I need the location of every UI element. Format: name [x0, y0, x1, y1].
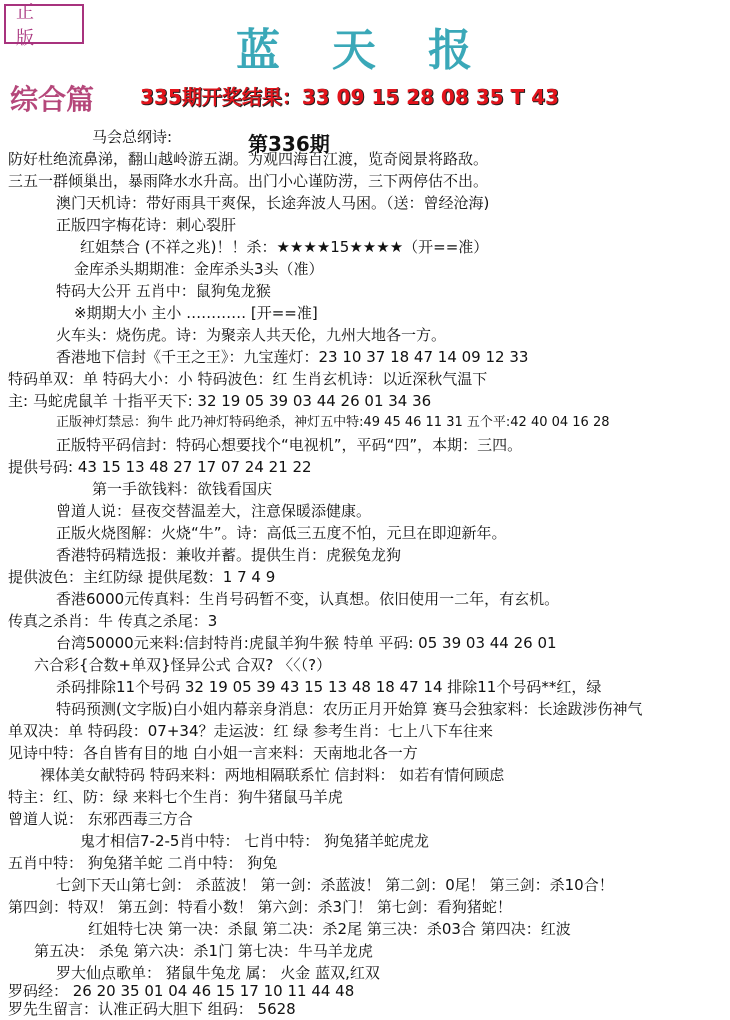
text-line: 正版神灯禁忌：狗牛 此乃神灯特码绝杀，神灯五中特:49 45 46 11 31 五个平:42 40 04 16 28 [56, 415, 610, 430]
text-line: 香港6000元传真料：生肖号码暂不变，认真想。依旧使用一二年，有玄机。 [56, 590, 560, 608]
text-line: 马会总纲诗: [92, 128, 173, 146]
text-line: 红姐禁合 (不祥之兆)！！杀：★★★★15★★★★（开==准） [80, 238, 489, 256]
issue-number: 第336期 [248, 132, 330, 156]
text-line: 火车头：烧伤虎。诗：为聚亲人共天伦，九州大地各一方。 [56, 326, 447, 344]
text-line: 特码大公开 五肖中：鼠狗兔龙猴 [56, 282, 271, 300]
text-line: 单双决：单 特码段：07+34？走运波：红 绿 参考生肖：七上八下车往来 [8, 722, 494, 740]
text-line: 香港特码精选报：兼收并蓄。提供生肖：虎猴兔龙狗 [56, 546, 402, 564]
text-line: 正版四字梅花诗：刺心裂肝 [56, 216, 237, 234]
text-line: 裸体美女献特码 特码来料：两地相隔联系忙 信封料： 如若有情何顾虑 [40, 766, 505, 784]
text-line: 防好杜绝流鼻涕，翻山越岭游五湖。为观四海百江渡，览奇阅景将路敌。 [8, 150, 489, 168]
text-line: 香港地下信封《千王之王》：九宝莲灯：23 10 37 18 47 14 09 12 33 [56, 348, 529, 366]
text-line: 罗码经： 26 20 35 01 04 46 15 17 10 11 44 48 [8, 982, 355, 1000]
previous-result: 335期开奖结果：33 09 15 28 08 35 T 43 [140, 85, 559, 109]
text-line: 澳门天机诗：带好雨具干爽保，长途奔波人马困。（送：曾经沧海) [56, 194, 490, 212]
text-line: 六合彩{合数+单双}怪异公式 合双? 〈〈（?） [34, 656, 332, 674]
text-line: 提供波色：主红防绿 提供尾数：1 7 4 9 [8, 568, 276, 586]
text-line: 红姐特七决 第一决：杀鼠 第二决：杀2尾 第三决：杀03合 第四决：红波 [88, 920, 571, 938]
text-line: 提供号码: 43 15 13 48 27 17 07 24 21 22 [8, 458, 312, 476]
text-line: 金库杀头期期准：金库杀头3头（准） [74, 260, 324, 278]
text-line: 曾道人说： 东邪西毒三方合 [8, 810, 193, 828]
text-line: 七剑下天山第七剑： 杀蓝波！ 第一剑：杀蓝波！ 第二剑：0尾！ 第三剑：杀10合！ [56, 876, 614, 894]
newspaper-title: 蓝天报 [236, 25, 524, 76]
text-line: 传真之杀肖：牛 传真之杀尾：3 [8, 612, 218, 630]
text-line: 主: 马蛇虎鼠羊 十指平天下: 32 19 05 39 03 44 26 01 34 36 [8, 392, 432, 410]
text-line: 特码预测(文字版)白小姐内幕亲身消息：农历正月开始算 赛马会独家料：长途跋涉伤神气 [56, 700, 643, 718]
text-line: 罗大仙点歌单： 猪鼠牛兔龙 属： 火金 蓝双,红双 [56, 964, 380, 982]
text-line: 台湾50000元来料:信封特肖:虎鼠羊狗牛猴 特单 平码: 05 39 03 44 26 01 [56, 634, 557, 652]
text-line: 曾道人说：昼夜交替温差大，注意保暖添健康。 [56, 502, 372, 520]
text-line: 第四剑：特双！ 第五剑：特看小数！ 第六剑：杀3门！ 第七剑：看狗猪蛇！ [8, 898, 512, 916]
text-line: ※期期大小 主小 ………… [开==准] [74, 304, 318, 322]
text-line: 鬼才相信7-2-5肖中特： 七肖中特： 狗兔猪羊蛇虎龙 [80, 832, 429, 850]
text-line: 三五一群倾巢出，暴雨降水水升高。出门小心谨防涝，三下两停估不出。 [8, 172, 489, 190]
text-line: 罗先生留言：认准正码大胆下 组码： 5628 [8, 1000, 296, 1018]
text-line: 第一手欲钱料：欲钱看国庆 [92, 480, 273, 498]
text-line: 正版特平码信封：特码心想要找个“电视机”，平码“四”，本期：三四。 [56, 436, 523, 454]
text-line: 五肖中特： 狗兔猪羊蛇 二肖中特： 狗兔 [8, 854, 278, 872]
section-heading: 综合篇 [10, 83, 95, 116]
genuine-stamp: 正 版 [4, 4, 84, 44]
text-line: 特码单双：单 特码大小：小 特码波色：红 生肖玄机诗：以近深秋气温下 [8, 370, 488, 388]
text-line: 见诗中特：各自皆有目的地 白小姐一言来料：天南地北各一方 [8, 744, 418, 762]
text-line: 特主：红、防：绿 来料七个生肖：狗牛猪鼠马羊虎 [8, 788, 343, 806]
text-line: 杀码排除11个号码 32 19 05 39 43 15 13 48 18 47 14 排除11个号码**红，绿 [56, 678, 602, 696]
text-line: 第五决： 杀兔 第六决：杀1门 第七决：牛马羊龙虎 [34, 942, 373, 960]
text-line: 正版火烧图解：火烧“牛”。诗：高低三五度不怕，元旦在即迎新年。 [56, 524, 507, 542]
